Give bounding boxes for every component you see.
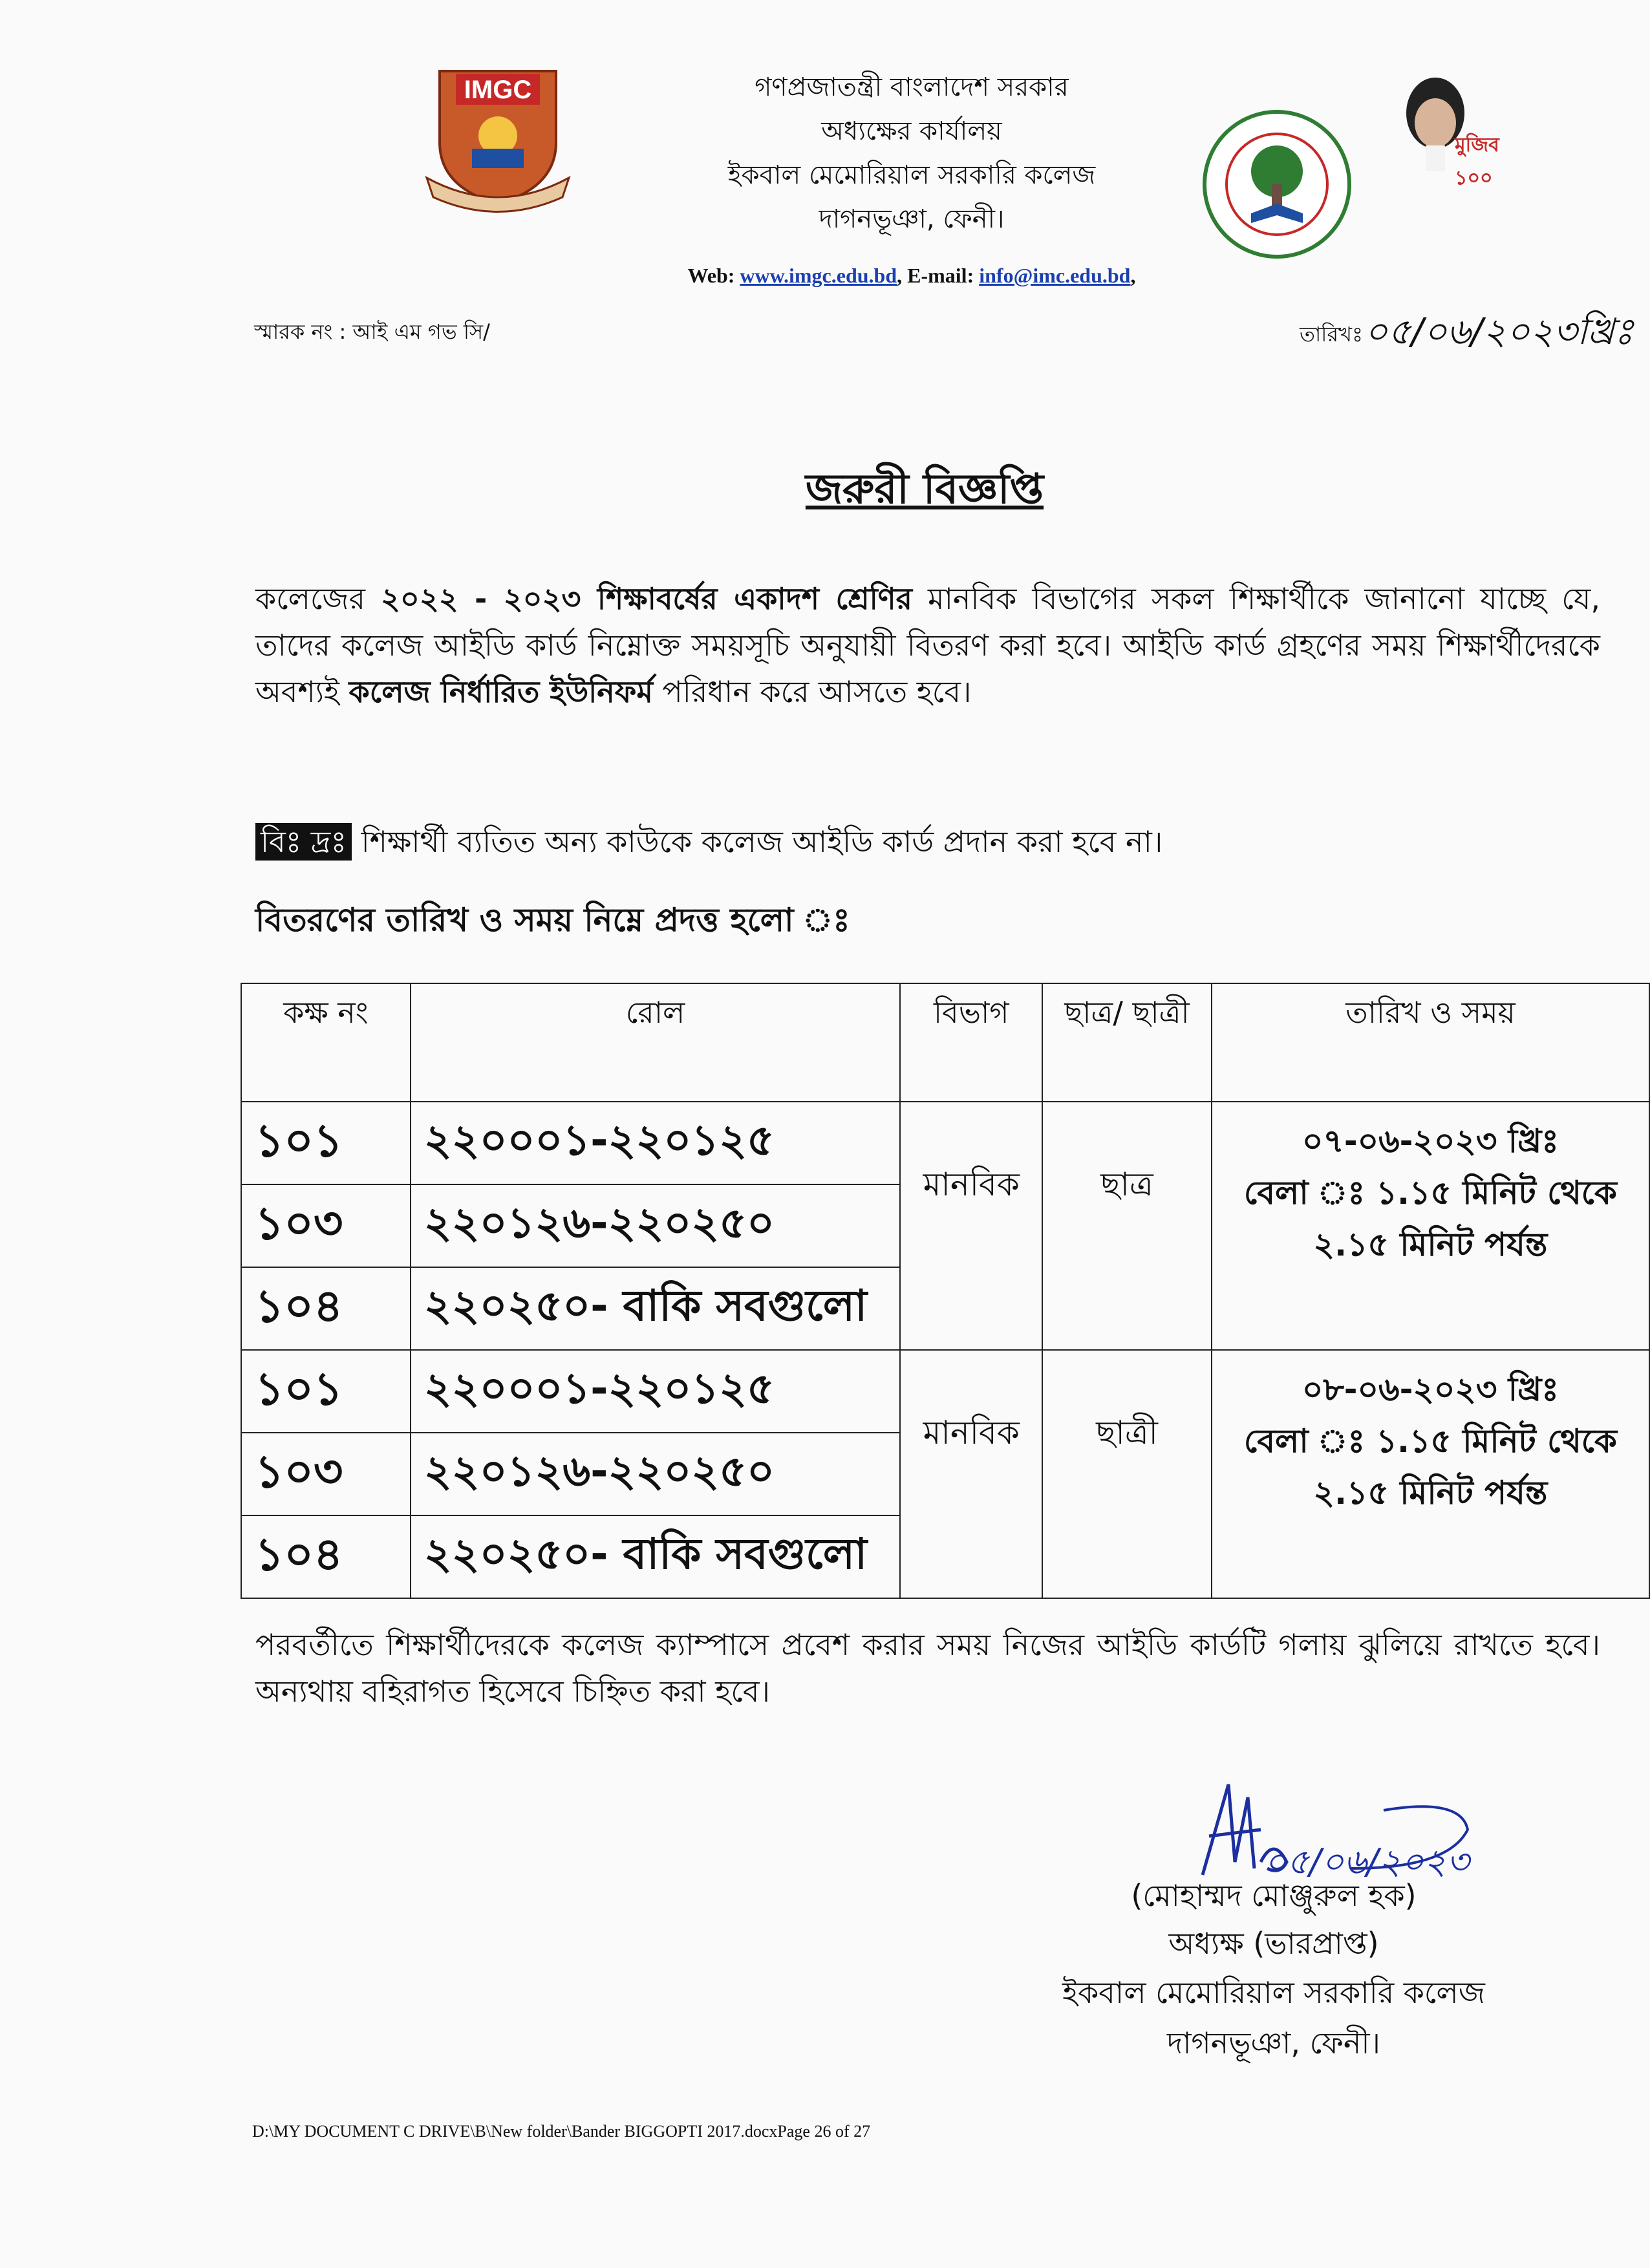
roll-cell: ২২০০০১-২২০১২৫ bbox=[411, 1350, 901, 1433]
schedule-date: ০৮-০৬-২০২৩ খ্রিঃ bbox=[1302, 1371, 1559, 1408]
schedule-date: ০৭-০৬-২০২৩ খ্রিঃ bbox=[1302, 1122, 1559, 1160]
gender-cell: ছাত্রী bbox=[1042, 1350, 1212, 1598]
logo-text: IMGC bbox=[464, 76, 532, 104]
room-cell: ১০১ bbox=[241, 1350, 411, 1433]
closing-paragraph: পরবর্তীতে শিক্ষার্থীদেরকে কলেজ ক্যাম্পাসে প্রবেশ করার সময় নিজের আইডি কার্ডটি গলায় ঝুলিয়ে রাখতে হবে। অন্যথায় বহিরাগত হিসেবে চিহ্নিত করা হবে। bbox=[255, 1627, 1600, 1709]
college-logo bbox=[420, 65, 575, 213]
memo-date-label: তারিখঃ bbox=[1300, 322, 1364, 347]
campaign-seal bbox=[1199, 107, 1355, 262]
header-roll: রোল bbox=[411, 983, 901, 1102]
signatory-designation: অধ্যক্ষ (ভারপ্রাপ্ত) bbox=[1168, 1926, 1379, 1961]
signatory-location: দাগনভূঞা, ফেনী। bbox=[1167, 2026, 1380, 2060]
mujib-100-label: মুজিব ১০০ bbox=[1455, 134, 1499, 189]
memo-date-handwritten: ০৫/০৬/২০২৩খ্রিঃ bbox=[1364, 311, 1634, 353]
notice-title: জরুরী বিজ্ঞপ্তি bbox=[805, 465, 1044, 513]
schedule-time-start: বেলা ঃ ১.১৫ মিনিট থেকে bbox=[1243, 1422, 1617, 1460]
schedule-time-end: ২.১৫ মিনিট পর্যন্ত bbox=[1313, 1474, 1548, 1512]
table-row bbox=[241, 1350, 1649, 1433]
note-badge: বিঃ দ্রঃ bbox=[255, 823, 352, 861]
website-link[interactable]: www.imgc.edu.bd bbox=[740, 264, 897, 287]
file-path-footer: D:\MY DOCUMENT C DRIVE\B\New folder\Bander BIGGOPTI 2017.docxPage 26 of 27 bbox=[252, 2122, 871, 2141]
room-cell: ১০৩ bbox=[241, 1184, 411, 1267]
header-line-location: দাগনভূঞা, ফেনী। bbox=[819, 204, 1005, 234]
header-line-college: ইকবাল মেমোরিয়াল সরকারি কলেজ bbox=[727, 160, 1096, 190]
schedule-cell bbox=[1212, 1102, 1649, 1350]
roll-cell: ২২০২৫০- বাকি সবগুলো bbox=[411, 1515, 901, 1598]
gender-cell: ছাত্র bbox=[1042, 1102, 1212, 1350]
dept-cell: মানবিক bbox=[900, 1102, 1042, 1350]
room-cell: ১০৪ bbox=[241, 1515, 411, 1598]
roll-cell: ২২০২৫০- বাকি সবগুলো bbox=[411, 1267, 901, 1350]
room-cell: ১০৪ bbox=[241, 1267, 411, 1350]
table-header-row bbox=[241, 983, 1649, 1102]
note-line: বিঃ দ্রঃ শিক্ষার্থী ব্যতিত অন্য কাউকে কলেজ আইডি কার্ড প্রদান করা হবে না। bbox=[255, 820, 1162, 869]
roll-cell: ২২০০০১-২২০১২৫ bbox=[411, 1102, 901, 1184]
header-room: কক্ষ নং bbox=[241, 983, 411, 1102]
contact-line: Web: www.imgc.edu.bd, E-mail: info@imc.edu.bd, bbox=[687, 264, 1136, 287]
roll-cell: ২২০১২৬-২২০২৫০ bbox=[411, 1184, 901, 1267]
schedule-time-end: ২.১৫ মিনিট পর্যন্ত bbox=[1313, 1226, 1548, 1263]
schedule-time-start: বেলা ঃ ১.১৫ মিনিট থেকে bbox=[1243, 1174, 1617, 1212]
email-link[interactable]: info@imc.edu.bd bbox=[979, 264, 1131, 287]
header-line-office: অধ্যক্ষের কার্যালয় bbox=[821, 116, 1002, 146]
mujib-portrait-badge bbox=[1387, 65, 1529, 189]
header-gender: ছাত্র/ ছাত্রী bbox=[1042, 983, 1212, 1102]
signatory-name: (মোহাম্মদ মোঞ্জুরুল হক) bbox=[1131, 1878, 1417, 1913]
table-row bbox=[241, 1102, 1649, 1184]
header-dept: বিভাগ bbox=[900, 983, 1042, 1102]
room-cell: ১০৩ bbox=[241, 1433, 411, 1515]
dept-cell: মানবিক bbox=[900, 1350, 1042, 1598]
table-intro: বিতরণের তারিখ ও সময় নিম্নে প্রদত্ত হলো ঃ bbox=[255, 901, 850, 939]
room-cell: ১০১ bbox=[241, 1102, 411, 1184]
signatory-institution: ইকবাল মেমোরিয়াল সরকারি কলেজ bbox=[1062, 1975, 1485, 2010]
distribution-table bbox=[241, 983, 1650, 1599]
header-line-govt: গণপ্রজাতন্ত্রী বাংলাদেশ সরকার bbox=[755, 72, 1069, 102]
notice-paragraph: কলেজের ২০২২ - ২০২৩ শিক্ষাবর্ষের একাদশ শ্রেণির মানবিক বিভাগের সকল শিক্ষার্থীকে জানানো যাচ্ছে যে, তাদের কলেজ আইডি কার্ড নিম্নোক্ত সময়সূচি অনুযায়ী বিতরণ করা হবে। আইডি কার্ড গ্রহণের সময় শিক্ষার্থীদেরকে অবশ্যই কলেজ নির্ধারিত ইউনিফর্ম পরিধান করে আসতে হবে। bbox=[255, 581, 1600, 709]
header-date-time: তারিখ ও সময় bbox=[1212, 983, 1649, 1102]
roll-cell: ২২০১২৬-২২০২৫০ bbox=[411, 1433, 901, 1515]
memo-reference: স্মারক নং : আই এম গভ সি/ bbox=[254, 319, 490, 344]
signature-date: ০৫/০৬/২০২৩ bbox=[1264, 1841, 1470, 1882]
schedule-cell bbox=[1212, 1350, 1649, 1598]
